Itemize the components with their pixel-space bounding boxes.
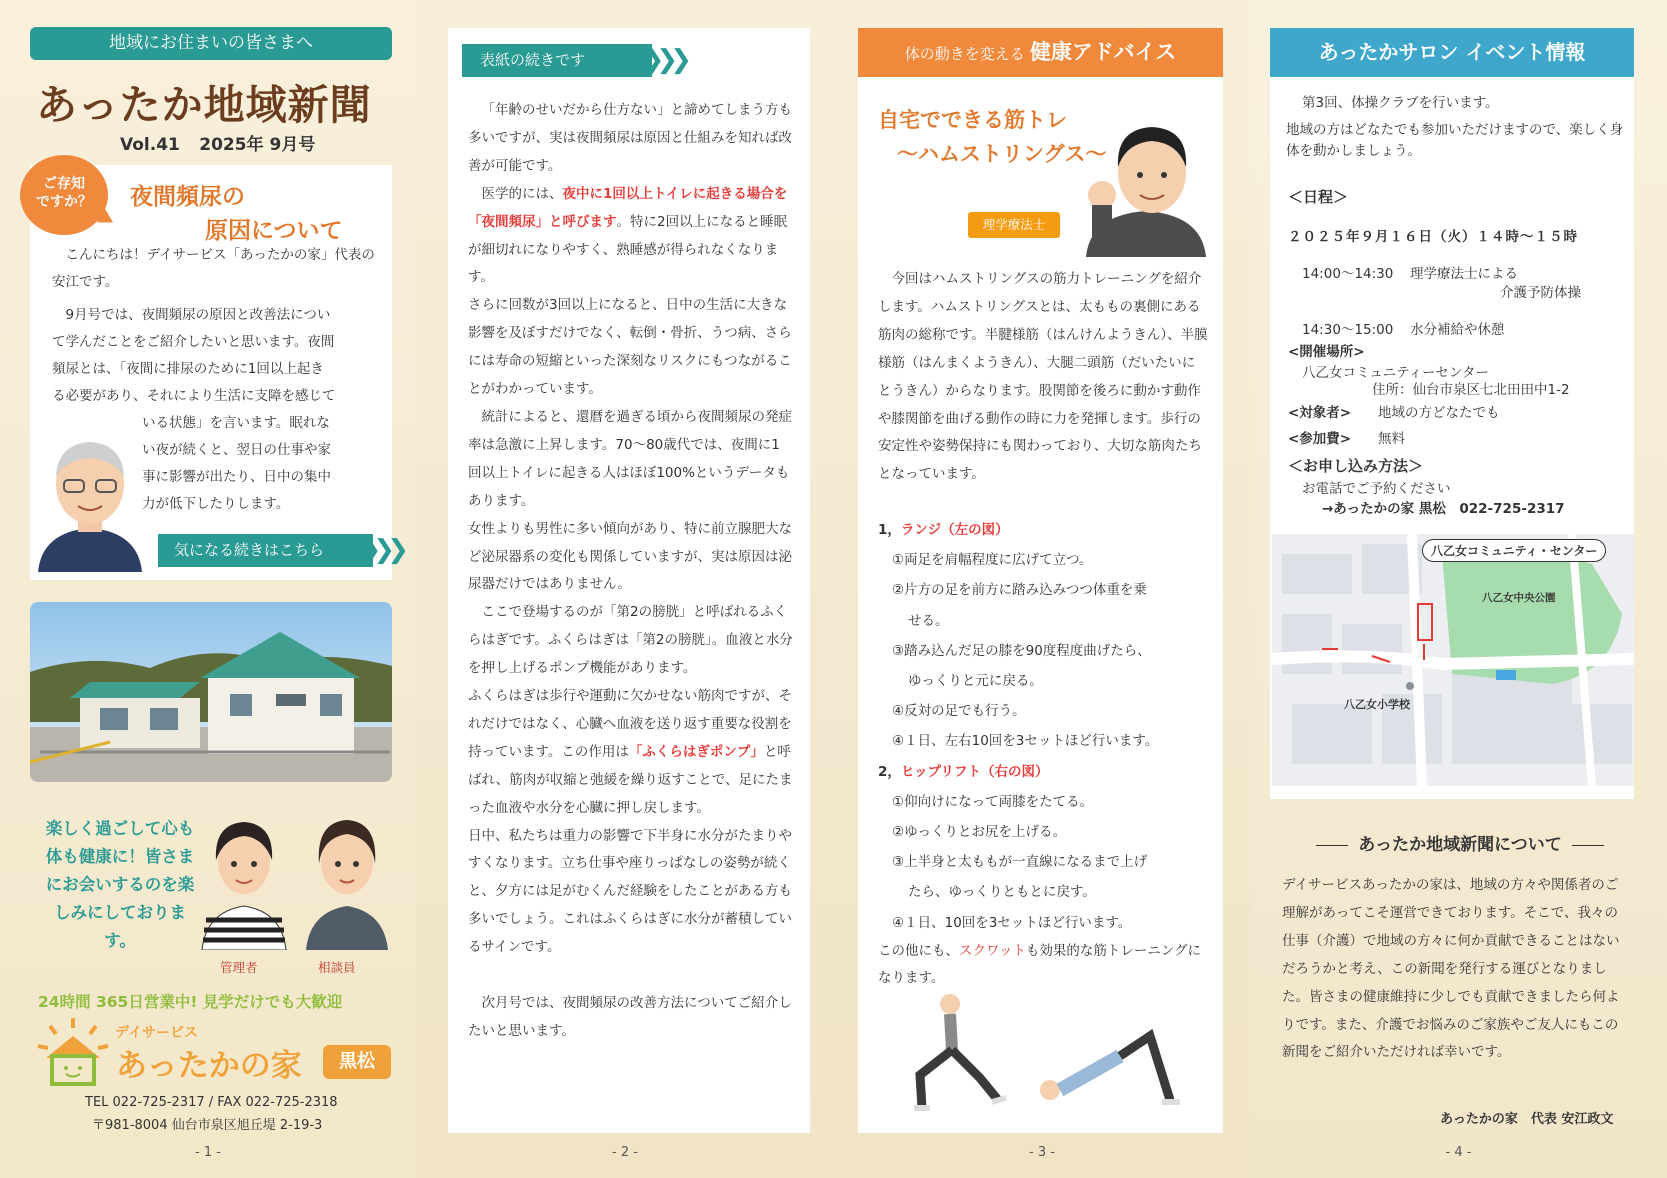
exercise-1-heading (878, 515, 1208, 545)
exercise-intro: 今回はハムストリングスの筋力トレーニングを紹介します。ハムストリングスとは、太ももの裏側にある筋肉の総称です。半腱様筋（はんけんようきん）、半膜様筋（はんまくようきん）、大腿二頭筋（だいたいにとうきん）からなります。股関節を後ろに動かす動作や膝関節を曲げる動作の時に力を発揮します。歩行の安定性や姿勢保持にも関わっており、大切な筋肉たちとなっています。 (878, 271, 1208, 483)
chevron-right-icon: ❯❯❯ (359, 535, 401, 565)
exercise-step: ②片方の足を前方に踏み込みつつ体重を乗 (892, 582, 1147, 599)
fee-value: 無料 (1378, 431, 1405, 447)
about-text: デイサービスあったかの家は、地域の方々や関係者のご理解があってこそ運営できております。そこで、我々の仕事（介護）で地域の方々に何か貢献できることはないだろうかと考え、この新聞を発行する運びとなりました。皆さまの健康維持に少しでも貢献できましたら何よりです。また、介護でお悩みのご家族やご友人にもこの新聞をご紹介いただければ幸いです。 (1282, 877, 1620, 1061)
exercise-number: 1， (878, 522, 901, 538)
target-label: <対象者> (1288, 405, 1352, 421)
exercise-title: 自宅でできる筋トレ (878, 108, 1067, 132)
paragraph: さらに回数が3回以上になると、日中の生活に大きな影響を及ぼすだけでなく、転倒・骨折、うつ病、さらには寿命の短縮といった深刻なリスクにもつながることがわかっています。 (468, 297, 792, 398)
advice-header (858, 28, 1223, 77)
intro-paragraph-cont (142, 410, 382, 518)
continuation-label: 表紙の続きです (480, 51, 586, 69)
paragraph: 次月号では、夜間頻尿の改善方法についてご紹介したいと思います。 (468, 995, 792, 1039)
apply-line-1: お電話でご予約ください (1302, 481, 1451, 497)
therapist-badge: 理学療法士 (968, 212, 1060, 238)
text-line: いる状態」を言います。眠れな (142, 415, 330, 431)
exercise-name: ヒップリフト（右の図） (900, 763, 1049, 780)
text-line: 9月号では、夜間頻尿の原因と改善法につい (52, 307, 331, 323)
did-you-know-bubble (20, 155, 108, 235)
text-line: 力が低下したりします。 (142, 496, 290, 512)
schedule-label: ＜日程＞ (1288, 188, 1349, 206)
bubble-line: ですか？ (36, 194, 92, 210)
exercise-name: ランジ（左の図） (900, 522, 1009, 538)
paragraph: 日中、私たちは重力の影響で下半身に水分がたまりやすくなります。立ち仕事や座りっぱなしの姿勢が続くと、夕方には足がむくんだ経験をしたことがある方も多いでしょう。これはふくらはぎに水分が蓄積しているサインです。 (468, 827, 792, 956)
manager-role: 管理者 (220, 960, 258, 975)
map-callout: 八乙女コミュニティ・センター (1422, 539, 1606, 562)
feature-heading-line2: 原因について (205, 218, 343, 244)
outro-text: この他にも、 (878, 942, 959, 959)
slot-1-time: 14:00〜14:30 (1302, 266, 1394, 282)
lunge-figure (914, 994, 1006, 1108)
outro-text: も効果的な筋トレーニングになります。 (878, 942, 1202, 986)
therapist-portrait (1080, 115, 1210, 257)
fee-label: <参加費> (1288, 431, 1352, 447)
issue-date: 2025年 9月号 (199, 135, 316, 155)
header-small: 体の動きを変える (904, 45, 1025, 63)
text-line: い夜が続くと、翌日の仕事や家 (142, 442, 331, 458)
logo-subtitle: デイサービス (115, 1025, 199, 1041)
chevron-right-icon: ❯❯❯ (642, 45, 684, 75)
exercise-step: ④反対の足でも行う。 (892, 703, 1026, 720)
sun-house-logo-icon (36, 1016, 110, 1086)
about-heading (1290, 830, 1630, 855)
venue-label: <開催場所> (1288, 344, 1365, 360)
exercise-illustrations (880, 990, 1210, 1125)
target-value: 地域の方どなたでも (1378, 405, 1500, 421)
bubble-line: ご存知 (43, 176, 85, 192)
event-header: あったかサロン イベント情報 (1270, 28, 1634, 77)
contact-address: 〒981-8004 仙台市泉区旭丘堤 2-19-3 (92, 1118, 323, 1133)
manager-portrait (198, 808, 290, 950)
counselor-role: 相談員 (318, 960, 356, 975)
read-more-label: 気になる続きはこちら (174, 541, 325, 559)
exercise-2-heading (878, 757, 1208, 787)
paragraph: ここで登場するのが「第2の膀胱」と呼ばれるふくらはぎです。ふくらはぎは「第2の膀胱」。血液と水分を押し上げるポンプ機能があります。 (468, 604, 793, 677)
exercise-step: たら、ゆっくりともとに戻す。 (908, 884, 1096, 901)
venue-map (1272, 534, 1634, 786)
staff-message: 楽しく過ごして心も体も健康に！皆さまにお会いするのを楽しみにしております。 (45, 819, 195, 950)
venue-address: 住所：仙台市泉区七北田田中1-2 (1372, 382, 1570, 398)
outro-highlight: スクワット (959, 942, 1026, 959)
paragraph-with-highlight: ふくらはぎは歩行や運動に欠かせない筋肉ですが、それだけではなく、心臓へ血液を送り返す重要な役割を持っています。この作用は「ふくらはぎポンプ」と呼ばれ、筋肉が収縮と弛緩を繰り返すことで、足にたまった血液や水分を心臓に押し戻します。 (468, 688, 793, 816)
hip-lift-figure (1040, 1036, 1180, 1102)
exercise-number: 2， (878, 763, 901, 780)
contact-phone: TEL 022-725-2317 / FAX 022-725-2318 (85, 1095, 338, 1110)
map-graphic (1272, 534, 1634, 786)
exercise-step: ゆっくりと元に戻る。 (908, 673, 1043, 690)
exercise-step: ①両足を肩幅程度に広げて立つ。 (892, 552, 1093, 569)
page-number: - 4 - (1445, 1145, 1472, 1160)
paragraph: 「年齢のせいだから仕方ない」と諦めてしまう方も多いですが、実は夜間頻尿は原因と仕組みを知れば改善が可能です。 (468, 102, 792, 174)
slot-1-desc: 理学療法士による (1410, 266, 1518, 282)
highlight-text: 夜中に1回以上トイレに起きる場合を「夜間頻尿」と呼びます (468, 185, 788, 230)
exercise-step: せる。 (908, 612, 949, 629)
slot-1-desc-2: 介護予防体操 (1500, 285, 1581, 301)
page-number: - 1 - (195, 1145, 221, 1160)
feature-heading-line1: 夜間頻尿の (130, 184, 245, 210)
event-intro (1286, 93, 1626, 162)
exercise-outro (878, 938, 1208, 992)
continuation-tag (462, 44, 684, 77)
article-body (468, 97, 793, 1046)
exercise-step: ④１日、左右10回を3セットほど行います。 (892, 733, 1159, 750)
signature: あったかの家 代表 安江政文 (1440, 1112, 1614, 1127)
exercise-step: ③踏み込んだ足の膝を90度程度曲げたら、 (892, 642, 1151, 659)
text-line: 頻尿とは、「夜間に排尿のために1回以上起き (52, 361, 324, 377)
apply-label: ＜お申し込み方法＞ (1288, 457, 1424, 475)
about-title: あったか地域新聞について (1358, 835, 1562, 855)
venue-name: 八乙女コミュニティーセンター (1302, 365, 1489, 381)
counselor-portrait (302, 808, 392, 950)
page-number: - 2 - (612, 1145, 638, 1160)
audience-tag: 地域にお住まいの皆さまへ (30, 27, 392, 60)
exercise-step: ④１日、10回を3セットほど行います。 (892, 914, 1132, 931)
author-portrait (34, 432, 146, 572)
intro-line: 地域の方はどなたでも参加いただけますので、楽しく身体を動かしましょう。 (1286, 122, 1624, 159)
open-hours-banner: 24時間 365日営業中! 見学だけでも大歓迎 (38, 993, 343, 1011)
intro-line: 第3回、体操クラブを行います。 (1302, 95, 1499, 111)
event-date: ２０２５年９月１６日（火）１４時〜１５時 (1288, 229, 1578, 245)
slot-2-desc: 水分補給や休憩 (1410, 322, 1505, 338)
exercise-list (878, 515, 1208, 992)
newsletter-title: あったか地域新聞 (36, 81, 372, 129)
apply-line-2: →あったかの家 黒松 022-725-2317 (1322, 501, 1565, 517)
greeting-paragraph: こんにちは！デイサービス「あったかの家」代表の安江です。 (52, 247, 375, 290)
text-line: 事に影響が出たり、日中の集中 (142, 469, 331, 485)
exercise-step: ①仰向けになって両膝をたてる。 (892, 793, 1094, 810)
page-number: - 3 - (1029, 1145, 1055, 1160)
paragraph: 女性よりも男性に多い傾向があり、特に前立腺肥大など泌尿器系の変化も関係していますが、実は原因は泌尿器だけではありません。 (468, 520, 792, 593)
map-school-label: 八乙女小学校 (1344, 698, 1410, 711)
issue-info (120, 130, 315, 155)
logo-name: あったかの家 (116, 1048, 302, 1084)
read-more-button[interactable] (158, 534, 401, 567)
paragraph: 統計によると、還暦を過ぎる頃から夜間頻尿の発症率は急激に上昇します。70〜80歳代では、夜間に1回以上トイレに起きる人はほぼ100%というデータもあります。 (468, 408, 792, 509)
paragraph-with-highlight: 医学的には、夜中に1回以上トイレに起きる場合を「夜間頻尿」と呼びます。特に2回以上になると睡眠が細切れになりやすく、熟睡感が得られなくなります。 (468, 185, 788, 286)
branch-badge: 黒松 (323, 1045, 391, 1079)
exercise-step: ③上半身と太ももが一直線になるまで上げ (892, 854, 1148, 871)
intro-paragraph (52, 302, 382, 410)
header-big: 健康アドバイス (1029, 40, 1177, 64)
map-park-label: 八乙女中央公園 (1482, 592, 1556, 604)
highlight-text: 「ふくらはぎポンプ」 (628, 743, 764, 760)
text-line: て学んだことをご紹介したいと思います。夜間 (52, 334, 335, 350)
text-line: る必要があり、それにより生活に支障を感じて (52, 388, 336, 404)
facility-photo (30, 602, 392, 782)
slot-2-time: 14:30〜15:00 (1302, 322, 1394, 338)
exercise-subtitle: 〜ハムストリングス〜 (897, 142, 1107, 166)
volume-number: Vol.41 (120, 135, 180, 155)
exercise-step: ②ゆっくりとお尻を上げる。 (892, 824, 1066, 841)
